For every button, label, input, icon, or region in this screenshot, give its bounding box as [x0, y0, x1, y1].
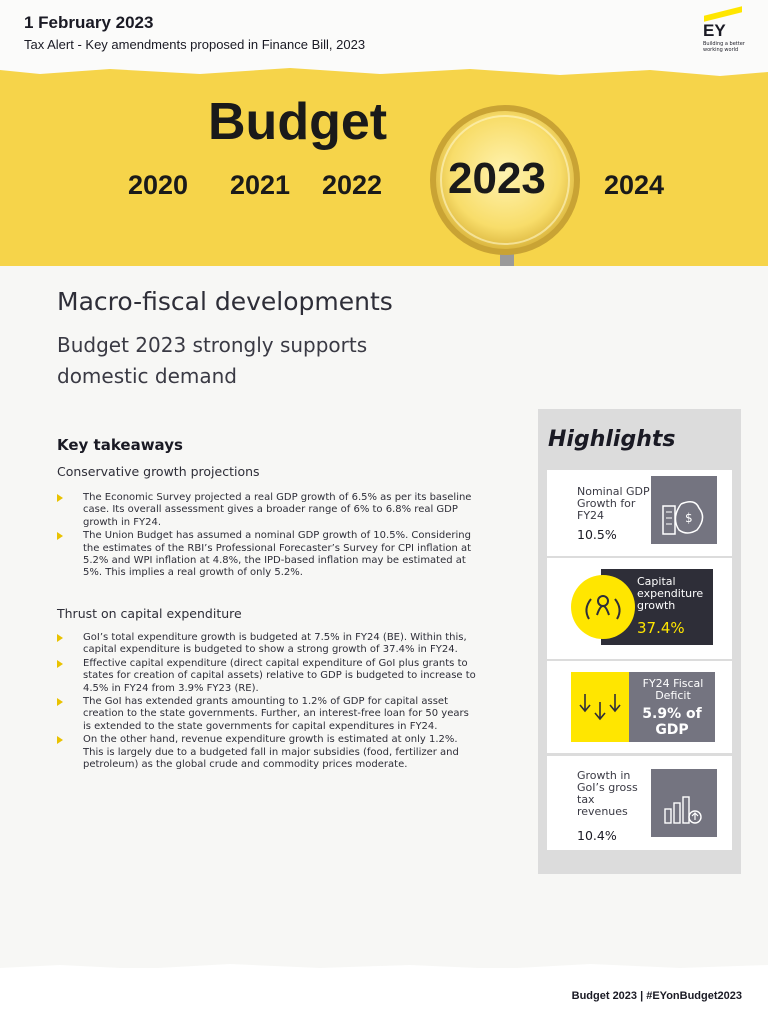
list-item: The Economic Survey projected a real GDP growth of 6.5% as per its baseline case. Its overall assessment gives a broader range of 6% to 6.8% real GDP growth in FY24.: [57, 492, 477, 529]
highlight-label: Capital expenditure growth: [637, 575, 704, 612]
document-date: 1 February 2023: [24, 13, 154, 32]
section-subtitle: Budget 2023 strongly supports domestic demand: [57, 333, 368, 388]
bullet-arrow-icon: [57, 736, 63, 744]
footer-hashtag: Budget 2023 | #EYonBudget2023: [571, 990, 742, 1002]
torn-edge: [0, 962, 768, 972]
gdp-chart-icon: [651, 476, 717, 544]
logo-beam-icon: [704, 6, 742, 21]
section-title: Macro-fiscal developments: [57, 287, 393, 316]
highlights-title: Highlights: [548, 427, 676, 452]
highlight-card-tax: [547, 756, 732, 850]
bullet-arrow-icon: [57, 660, 63, 668]
list-item: Effective capital expenditure (direct capital expenditure of GoI plus grants to states for creation of capital assets) relative to GDP is budgeted to increase to 4.5% in FY24 from 3.9% FY23 (RE).: [57, 658, 477, 695]
year-2022: 2022: [322, 170, 383, 200]
logo-tagline: Building a better working world: [703, 41, 745, 53]
group-title-growth: Conservative growth projections: [57, 464, 260, 479]
tax-chart-icon: [651, 769, 717, 837]
svg-text:$: $: [685, 511, 693, 525]
key-takeaways-heading: Key takeaways: [57, 436, 183, 454]
banner-title: Budget: [208, 93, 388, 151]
logo-text: EY: [703, 21, 726, 40]
header: [0, 0, 768, 62]
highlight-label: Growth in GoI’s gross tax revenues: [577, 769, 638, 818]
footer: [0, 968, 768, 1024]
year-2020: 2020: [128, 170, 189, 200]
list-item: The GoI has extended grants amounting to 1.2% of GDP for capital asset creation to the state governments. Further, an interest-free loan for 50 years is extended to the state governments for capital expenditures in FY24.: [57, 696, 477, 733]
bullet-arrow-icon: [57, 532, 63, 540]
list-item: GoI’s total expenditure growth is budgeted at 7.5% in FY24 (BE). Within this, capital expenditure is budgeted to show a strong growth of 37.4% in FY24.: [57, 632, 477, 657]
highlight-label: Nominal GDP Growth for FY24: [577, 485, 650, 522]
list-item: On the other hand, revenue expenditure growth is estimated at only 1.2%. This is largely due to a budgeted fall in major subsidies (food, fertilizer and petroleum) as the global crude and commodity prices moderate.: [57, 734, 477, 771]
document-subtitle: Tax Alert - Key amendments proposed in Finance Bill, 2023: [24, 37, 366, 52]
highlights-panel: [538, 409, 741, 874]
highlight-value: 5.9% of GDP: [642, 706, 702, 738]
budget-banner: [0, 62, 768, 266]
highlight-value: 10.4%: [577, 828, 617, 843]
bullet-arrow-icon: [57, 494, 63, 502]
ey-logo: [700, 8, 748, 54]
capex-bullet-list: [57, 632, 477, 772]
highlight-card-gdp: [547, 470, 732, 556]
year-2021: 2021: [230, 170, 291, 200]
bullet-arrow-icon: [57, 634, 63, 642]
highlight-value: 37.4%: [637, 619, 685, 637]
capex-plant-icon: [571, 575, 635, 639]
highlight-label: FY24 Fiscal Deficit: [642, 677, 704, 702]
highlight-card-capex: [547, 558, 732, 659]
year-2024: 2024: [604, 170, 665, 200]
highlight-card-deficit: [547, 661, 732, 753]
deficit-arrows-icon: [571, 672, 629, 742]
list-item: The Union Budget has assumed a nominal GDP growth of 10.5%. Considering the estimates of the RBI’s Professional Forecaster’s Survey for CPI inflation at 5.2% and WPI inflation at 4.8%, the IPD-based inflation may be estimated at 5%. This implies a real growth of only 5.2%.: [57, 530, 477, 580]
growth-bullet-list: [57, 492, 477, 581]
year-2023-highlight: 2023: [448, 154, 546, 203]
bullet-arrow-icon: [57, 698, 63, 706]
highlight-value: 10.5%: [577, 527, 617, 542]
group-title-capex: Thrust on capital expenditure: [57, 606, 242, 621]
